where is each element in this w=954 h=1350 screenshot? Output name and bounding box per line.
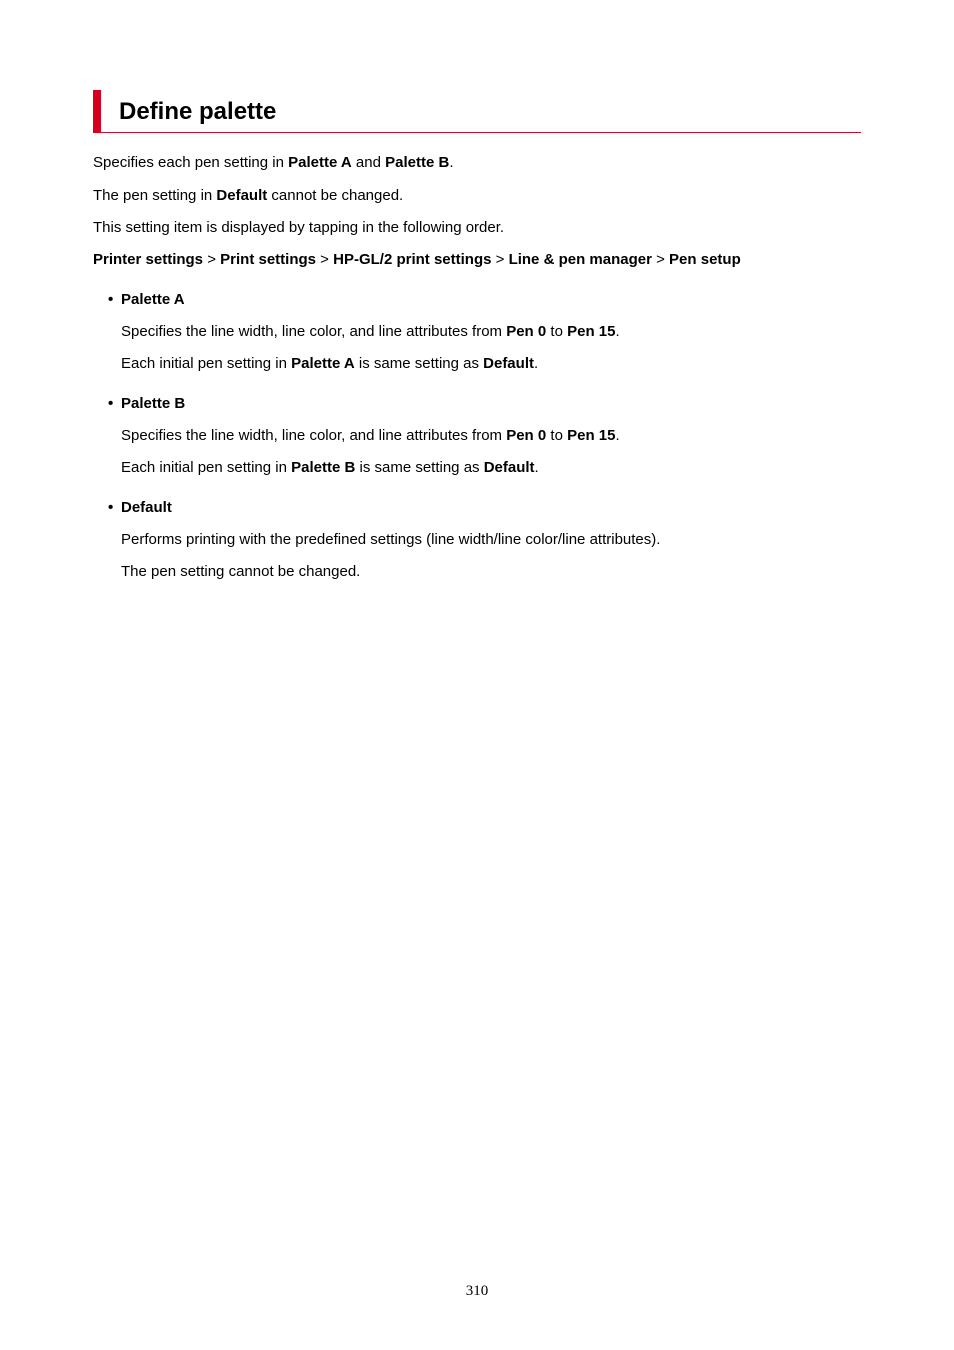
list-item-label: Default — [121, 499, 172, 516]
page-title: Define palette — [119, 98, 277, 125]
list-item-label: Palette A — [121, 291, 185, 308]
menu-path: Printer settings > Print settings > HP-GL/2 print settings > Line & pen manager > Pen setup — [93, 251, 741, 268]
list-item-palette-a — [108, 291, 185, 309]
page-number: 310 — [465, 1283, 489, 1299]
menu-path-printer-settings: Printer settings — [93, 251, 204, 268]
list-item-label: Palette B — [121, 395, 186, 412]
term-palette-a: Palette A — [288, 154, 352, 171]
palette-b-initial-setting: Each initial pen setting in Palette B is same setting as Default. — [121, 459, 539, 476]
default-description: Performs printing with the predefined settings (line width/line color/line attributes). — [121, 531, 661, 548]
menu-path-print-settings: Print settings — [220, 251, 316, 268]
list-item-default — [108, 499, 172, 517]
section-header — [93, 90, 861, 133]
menu-path-hpgl2-settings: HP-GL/2 print settings — [333, 251, 492, 268]
intro-paragraph-2: The pen setting in Default cannot be changed. — [93, 187, 404, 204]
default-note: The pen setting cannot be changed. — [121, 563, 361, 580]
title-accent-bar — [93, 90, 101, 133]
term-default: Default — [216, 187, 268, 204]
palette-a-description: Specifies the line width, line color, and line attributes from Pen 0 to Pen 15. — [121, 323, 620, 340]
palette-b-description: Specifies the line width, line color, and line attributes from Pen 0 to Pen 15. — [121, 427, 620, 444]
list-item-palette-b — [108, 395, 185, 413]
intro-paragraph-1: Specifies each pen setting in Palette A and Palette B. — [93, 154, 454, 171]
bullet-icon: • — [108, 499, 114, 516]
bullet-icon: • — [108, 395, 114, 412]
menu-path-line-pen-manager: Line & pen manager — [508, 251, 652, 268]
palette-a-initial-setting: Each initial pen setting in Palette A is same setting as Default. — [121, 355, 539, 372]
intro-paragraph-3: This setting item is displayed by tapping in the following order. — [93, 219, 505, 236]
menu-path-pen-setup: Pen setup — [669, 251, 741, 268]
term-palette-b: Palette B — [385, 154, 450, 171]
bullet-icon: • — [108, 291, 114, 308]
